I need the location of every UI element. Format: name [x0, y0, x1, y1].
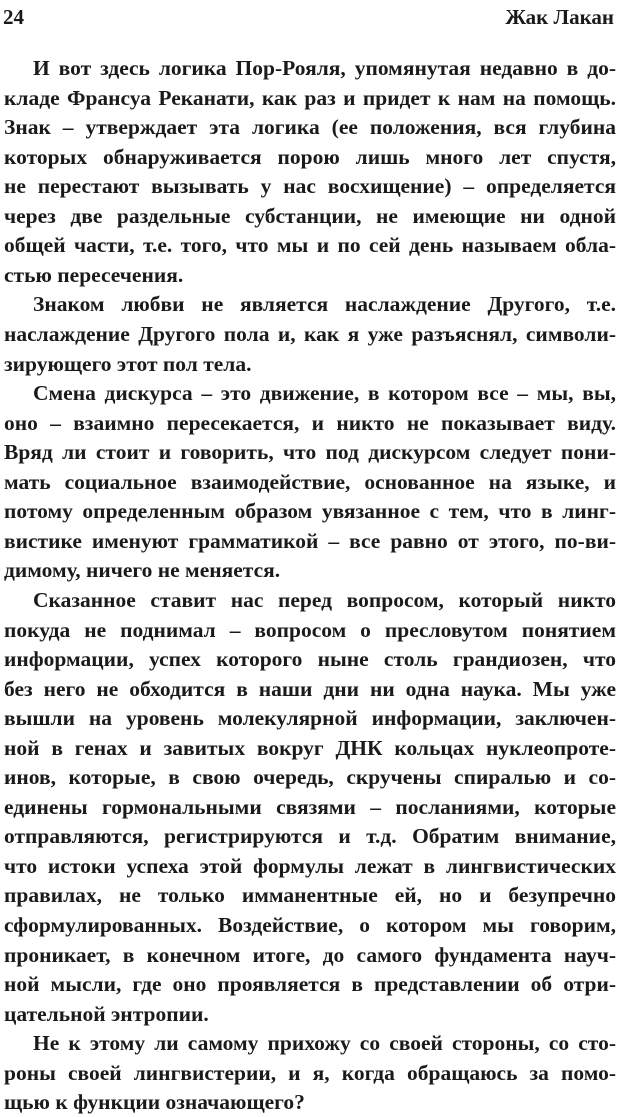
text-line: вышли на уровень молекулярной информации, заключен- [4, 706, 616, 731]
text-line: Вряд ли стоит и говорить, что под дискурсом следует пони- [4, 440, 616, 465]
text-line: вистике именуют грамматикой – все равно от этого, по-ви- [4, 528, 616, 553]
text-line: наслаждение Другого пола и, как я уже разъяснял, символи- [4, 321, 616, 346]
text-line: стью пересечения. [4, 262, 184, 287]
text-line: единены гормональными связями – посланиями, которые [4, 794, 616, 819]
text-line: оно – взаимно пересекается, и никто не показывает виду. [4, 410, 616, 435]
text-line: щью к функции означающего? [4, 1090, 305, 1115]
text-line: зирующего этот пол тела. [4, 351, 252, 376]
text-line: цательной энтропии. [4, 1001, 209, 1026]
text-line: Знак – утверждает эта логика (ее положения, вся глубина [4, 115, 616, 140]
text-line: общей части, т.е. того, что мы и по сей день называем обла- [4, 233, 616, 258]
text-line: не перестают вызывать у нас восхищение) – определяется [4, 174, 616, 199]
text-line: И вот здесь логика Пор-Рояля, упомянутая недавно в до- [33, 56, 616, 80]
text-line: потому определенным образом увязанное с тем, что в линг- [4, 499, 616, 524]
text-line: ной мысли, где оно проявляется в представлении об отри- [4, 972, 616, 997]
text-line: которых обнаруживается порою лишь много лет спустя, [4, 144, 616, 169]
text-line: Сказанное ставит нас перед вопросом, который никто [33, 587, 616, 612]
text-line: Знаком любви не является наслаждение Другого, т.е. [33, 292, 616, 317]
text-line: что истоки успеха этой формулы лежат в лингвистических [4, 853, 616, 878]
page-header [3, 4, 614, 30]
text-line: сформулированных. Воздействие, о котором мы говорим, [4, 913, 616, 937]
text-line: мать социальное взаимодействие, основанное на языке, и [4, 469, 616, 494]
text-line: роны своей лингвистерии, и я, когда обращаюсь за помо- [4, 1060, 616, 1085]
text-line: ной в генах и завитых вокруг ДНК кольцах нуклеопроте- [4, 735, 616, 760]
running-title: Жак Лакан [505, 5, 614, 29]
text-line: Смена дискурса – это движение, в котором все – мы, вы, [33, 381, 616, 406]
text-line: кладе Франсуа Реканати, как раз и придет к нам на помощь. [4, 85, 616, 110]
text-line: покуда не поднимал – вопросом о пресловутом понятием [4, 617, 616, 642]
text-line: проникает, в конечном итоге, до самого фундамента науч- [4, 942, 616, 967]
text-line: димому, ничего не меняется. [4, 558, 281, 583]
text-line: Не к этому ли самому прихожу со своей стороны, со сто- [33, 1031, 616, 1056]
text-line: отправляются, регистрируются и т.д. Обратим внимание, [4, 824, 616, 849]
text-line: правилах, не только имманентные ей, но и безупречно [4, 883, 616, 908]
text-line: информации, успех которого ныне столь грандиозен, что [4, 647, 616, 671]
text-line: без него не обходится в наши дни ни одна наука. Мы уже [4, 676, 616, 701]
text-line: инов, которые, в свою очередь, скручены спиралью и со- [4, 765, 616, 790]
page-number: 24 [3, 5, 24, 29]
text-line: через две раздельные субстанции, не имеющие ни одной [4, 203, 616, 228]
